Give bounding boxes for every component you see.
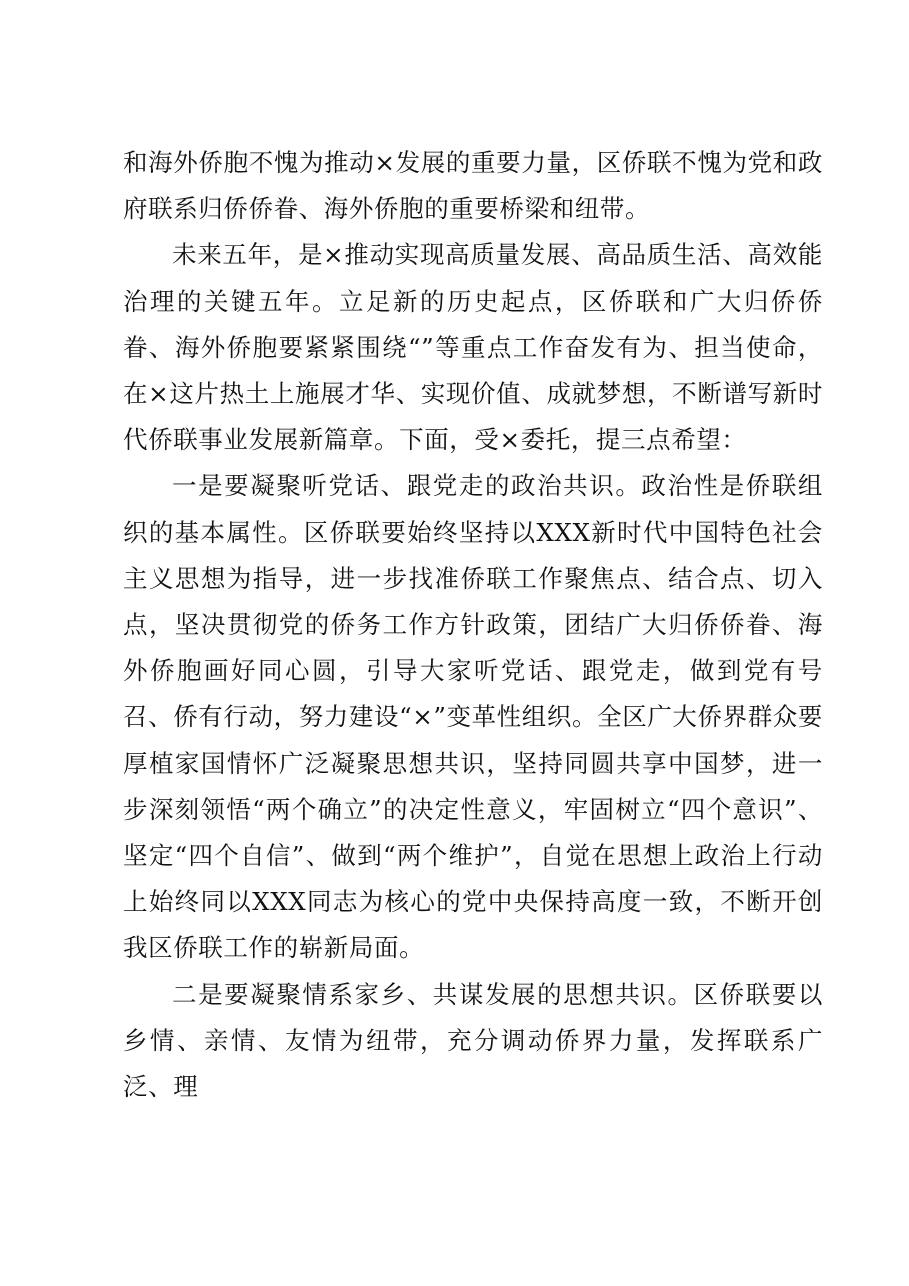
paragraph-point-two: 二是要凝聚情系家乡、共谋发展的思想共识。区侨联要以乡情、亲情、友情为纽带，充分调动侨界力量，发挥联系广泛、理 [123, 979, 823, 1102]
document-body [123, 140, 823, 1110]
paragraph-future-five-years: 未来五年，是×推动实现高质量发展、高品质生活、高效能治理的关键五年。立足新的历史起点，区侨联和广大归侨侨眷、海外侨胞要紧紧围绕“”等重点工作奋发有为、担当使命，在×这片热土上施展才华、实现价值、成就梦想，不断谱写新时代侨联事业发展新篇章。下面，受×委托，提三点希望： [123, 240, 823, 455]
paragraph-point-one: 一是要凝聚听党话、跟党走的政治共识。政治性是侨联组织的基本属性。区侨联要始终坚持以XXX新时代中国特色社会主义思想为指导，进一步找准侨联工作聚焦点、结合点、切入点，坚决贯彻党的侨务工作方针政策，团结广大归侨侨眷、海外侨胞画好同心圆，引导大家听党话、跟党走，做到党有号召、侨有行动，努力建设“×”变革性组织。全区广大侨界群众要厚植家国情怀广泛凝聚思想共识，坚持同圆共享中国梦，进一步深刻领悟“两个确立”的决定性意义，牢固树立“四个意识”、坚定“四个自信”、做到“两个维护”，自觉在思想上政治上行动上始终同以XXX同志为核心的党中央保持高度一致，不断开创我区侨联工作的崭新局面。 [123, 471, 823, 963]
paragraph-continuation: 和海外侨胞不愧为推动×发展的重要力量，区侨联不愧为党和政府联系归侨侨眷、海外侨胞的重要桥梁和纽带。 [123, 148, 823, 224]
